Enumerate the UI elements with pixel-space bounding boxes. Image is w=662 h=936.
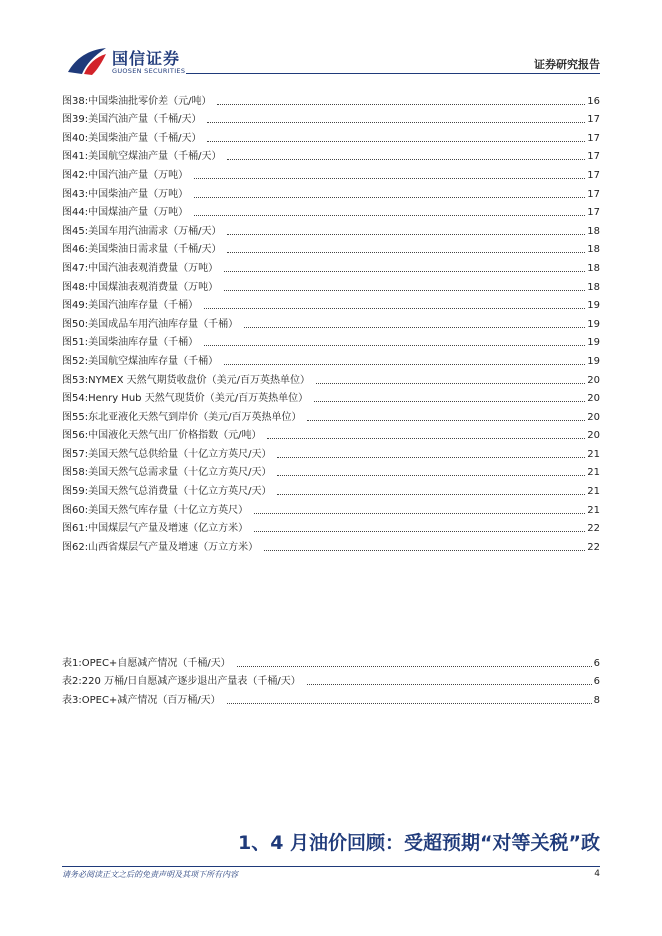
toc-leader-dots xyxy=(277,474,585,476)
toc-entry[interactable] xyxy=(62,479,600,498)
toc-leader-dots xyxy=(207,140,585,142)
toc-entry-label xyxy=(62,318,238,331)
toc-entry-number: 图51: xyxy=(62,337,89,349)
toc-entry-page: 21 xyxy=(587,448,600,460)
toc-leader-dots xyxy=(316,382,585,384)
toc-entry-title: 美国天然气总消费量（十亿立方英尺/天） xyxy=(88,486,272,498)
toc-leader-dots xyxy=(307,683,592,685)
toc-entry-title: 中国汽油表观消费量（万吨） xyxy=(88,262,219,274)
toc-entry-title: 中国汽油产量（万吨） xyxy=(88,169,189,181)
toc-entry[interactable] xyxy=(62,670,600,689)
toc-entry-page: 8 xyxy=(593,694,600,706)
toc-entry[interactable] xyxy=(62,517,600,536)
toc-entry-number: 图48: xyxy=(62,281,89,293)
toc-entry[interactable] xyxy=(62,535,600,554)
toc-leader-dots xyxy=(207,121,585,123)
toc-entry[interactable] xyxy=(62,89,600,108)
toc-entry-title: 中国煤油表观消费量（万吨） xyxy=(88,281,219,293)
toc-entry[interactable] xyxy=(62,349,600,368)
toc-entry-number: 图59: xyxy=(62,486,89,498)
toc-leader-dots xyxy=(267,437,585,439)
toc-entry-number: 图57: xyxy=(62,448,89,460)
toc-entry-label xyxy=(62,392,308,405)
toc-leader-dots xyxy=(217,103,585,105)
toc-entry[interactable] xyxy=(62,387,600,406)
toc-leader-dots xyxy=(227,702,592,704)
toc-entry-page: 18 xyxy=(587,262,600,274)
toc-entry-page: 6 xyxy=(593,676,600,688)
toc-entry-page: 19 xyxy=(587,300,600,312)
toc-entry-number: 表1: xyxy=(62,657,82,669)
toc-entry-page: 17 xyxy=(587,151,600,163)
toc-leader-dots xyxy=(314,400,585,402)
toc-entry-title: 中国液化天然气出厂价格指数（元/吨） xyxy=(88,430,262,442)
toc-entry-label xyxy=(62,466,271,479)
toc-entry-label xyxy=(62,694,221,707)
toc-entry-page: 21 xyxy=(587,467,600,479)
toc-entry-number: 图41: xyxy=(62,151,89,163)
toc-entry-number: 图52: xyxy=(62,355,89,367)
toc-leader-dots xyxy=(194,214,585,216)
toc-entry-page: 17 xyxy=(587,169,600,181)
toc-entry-number: 图46: xyxy=(62,244,89,256)
toc-entry[interactable] xyxy=(62,238,600,257)
toc-entry[interactable] xyxy=(62,331,600,350)
toc-entry-label xyxy=(62,657,231,670)
header-divider xyxy=(186,73,600,74)
toc-entry-label xyxy=(62,411,301,424)
toc-entry-page: 19 xyxy=(587,337,600,349)
toc-entry-page: 22 xyxy=(587,523,600,535)
toc-entry-title: 美国车用汽油需求（万桶/天） xyxy=(88,225,222,237)
toc-entry-title: 美国航空煤油产量（千桶/天） xyxy=(88,151,222,163)
toc-entry-number: 图40: xyxy=(62,132,89,144)
toc-entry-label xyxy=(62,299,198,312)
toc-entry-number: 图45: xyxy=(62,225,89,237)
toc-entry-page: 21 xyxy=(587,504,600,516)
toc-entry-title: OPEC+减产情况（百万桶/天） xyxy=(81,694,221,706)
toc-leader-dots xyxy=(307,419,585,421)
toc-entry-page: 21 xyxy=(587,486,600,498)
page-header xyxy=(0,0,662,80)
toc-entry-page: 18 xyxy=(587,281,600,293)
toc-entry[interactable] xyxy=(62,108,600,127)
toc-entry[interactable] xyxy=(62,201,600,220)
report-type-label: 证券研究报告 xyxy=(534,58,600,71)
toc-entry-page: 20 xyxy=(587,430,600,442)
toc-leader-dots xyxy=(204,344,585,346)
toc-entry-page: 18 xyxy=(587,244,600,256)
toc-entry[interactable] xyxy=(62,275,600,294)
toc-entry[interactable] xyxy=(62,424,600,443)
toc-leader-dots xyxy=(194,177,585,179)
toc-entry-number: 图55: xyxy=(62,411,89,423)
toc-entry-title: 东北亚液化天然气到岸价（美元/百万英热单位） xyxy=(88,411,302,423)
toc-entry-label xyxy=(62,262,218,275)
toc-entry-title: 美国柴油库存量（千桶） xyxy=(88,337,199,349)
toc-entry-page: 20 xyxy=(587,393,600,405)
toc-entry[interactable] xyxy=(62,498,600,517)
section-heading: 1、4 月油价回顾：受超预期“对等关税”政 xyxy=(237,832,600,854)
toc-entry-page: 17 xyxy=(587,132,600,144)
toc-entry-number: 图49: xyxy=(62,300,89,312)
toc-entry[interactable] xyxy=(62,312,600,331)
toc-entry[interactable] xyxy=(62,405,600,424)
toc-entry-title: OPEC+自愿减产情况（千桶/天） xyxy=(81,657,231,669)
toc-entry-label xyxy=(62,336,198,349)
toc-entry[interactable] xyxy=(62,294,600,313)
toc-leader-dots xyxy=(224,289,585,291)
guosen-logo-icon xyxy=(66,44,108,78)
toc-leader-dots xyxy=(277,493,585,495)
toc-entry-title: 中国煤油产量（万吨） xyxy=(88,207,189,219)
toc-entry-number: 图62: xyxy=(62,541,89,553)
toc-entry-title: 220 万桶/日自愿减产逐步退出产量表（千桶/天） xyxy=(81,676,301,688)
toc-entry[interactable] xyxy=(62,256,600,275)
toc-entry-number: 图60: xyxy=(62,504,89,516)
toc-entry-title: NYMEX 天然气期货收盘价（美元/百万英热单位） xyxy=(88,374,311,386)
toc-entry-number: 图47: xyxy=(62,262,89,274)
toc-entry-label xyxy=(62,281,218,294)
logo-text-cn: 国信证券 xyxy=(112,49,181,68)
toc-entry-label xyxy=(62,113,201,126)
guosen-logo xyxy=(66,44,186,78)
toc-leader-dots xyxy=(227,251,585,253)
toc-entry[interactable] xyxy=(62,442,600,461)
page-number: 4 xyxy=(594,869,600,879)
toc-entry[interactable] xyxy=(62,182,600,201)
toc-leader-dots xyxy=(227,233,585,235)
toc-entry[interactable] xyxy=(62,163,600,182)
toc-entry-number: 表3: xyxy=(62,694,82,706)
toc-entry-page: 18 xyxy=(587,225,600,237)
toc-leader-dots xyxy=(224,270,585,272)
toc-entry-title: 中国柴油批零价差（元/吨） xyxy=(88,95,212,107)
toc-entry[interactable] xyxy=(62,461,600,480)
toc-entry-page: 20 xyxy=(587,411,600,423)
toc-entry-number: 图50: xyxy=(62,318,89,330)
toc-entry-number: 图53: xyxy=(62,374,89,386)
toc-entry[interactable] xyxy=(62,368,600,387)
toc-entry[interactable] xyxy=(62,145,600,164)
toc-entry-title: 美国天然气总供给量（十亿立方英尺/天） xyxy=(88,448,272,460)
toc-entry-label xyxy=(62,485,271,498)
toc-entry-title: 美国天然气总需求量（十亿立方英尺/天） xyxy=(88,467,272,479)
toc-entry[interactable] xyxy=(62,126,600,145)
toc-leader-dots xyxy=(224,363,585,365)
toc-entry-title: 美国天然气库存量（十亿立方英尺） xyxy=(88,504,249,516)
toc-entry-title: 美国航空煤油库存量（千桶） xyxy=(88,355,219,367)
toc-entry-label xyxy=(62,206,188,219)
toc-leader-dots xyxy=(244,326,585,328)
toc-entry-title: 美国汽油产量（千桶/天） xyxy=(88,114,202,126)
toc-entry-label xyxy=(62,95,211,108)
toc-entry[interactable] xyxy=(62,651,600,670)
toc-entry-label xyxy=(62,374,310,387)
toc-entry-title: 山西省煤层气产量及增速（万立方米） xyxy=(88,541,259,553)
toc-entry-title: Henry Hub 天然气现货价（美元/百万英热单位） xyxy=(88,393,309,405)
toc-leader-dots xyxy=(227,158,585,160)
toc-entry-number: 图58: xyxy=(62,467,89,479)
toc-entry-label xyxy=(62,448,271,461)
toc-leader-dots xyxy=(254,512,585,514)
toc-entry-title: 中国煤层气产量及增速（亿立方米） xyxy=(88,523,249,535)
toc-entry-label xyxy=(62,150,221,163)
toc-entry-label xyxy=(62,132,201,145)
toc-entry-page: 17 xyxy=(587,188,600,200)
table-index-list xyxy=(62,651,600,707)
footer-divider xyxy=(62,866,600,867)
logo-text-en: GUOSEN SECURITIES xyxy=(112,67,186,75)
toc-entry[interactable] xyxy=(62,688,600,707)
toc-entry-label xyxy=(62,243,221,256)
toc-entry-title: 美国柴油产量（千桶/天） xyxy=(88,132,202,144)
toc-entry[interactable] xyxy=(62,219,600,238)
toc-leader-dots xyxy=(264,549,585,551)
toc-entry-label xyxy=(62,225,221,238)
toc-entry-label xyxy=(62,504,248,517)
toc-entry-number: 图42: xyxy=(62,169,89,181)
toc-entry-label xyxy=(62,169,188,182)
toc-entry-title: 美国成品车用汽油库存量（千桶） xyxy=(88,318,239,330)
toc-entry-label xyxy=(62,522,248,535)
toc-entry-page: 20 xyxy=(587,374,600,386)
toc-entry-page: 19 xyxy=(587,318,600,330)
figure-index-list xyxy=(62,89,600,554)
toc-entry-number: 图56: xyxy=(62,430,89,442)
toc-entry-number: 图54: xyxy=(62,393,89,405)
toc-entry-number: 表2: xyxy=(62,676,82,688)
toc-leader-dots xyxy=(237,665,592,667)
toc-entry-label xyxy=(62,188,188,201)
toc-entry-number: 图43: xyxy=(62,188,89,200)
toc-leader-dots xyxy=(277,456,585,458)
toc-entry-page: 19 xyxy=(587,355,600,367)
toc-entry-page: 17 xyxy=(587,114,600,126)
toc-entry-number: 图39: xyxy=(62,114,89,126)
toc-entry-label xyxy=(62,675,301,688)
toc-entry-page: 22 xyxy=(587,541,600,553)
toc-entry-page: 16 xyxy=(587,95,600,107)
toc-entry-label xyxy=(62,355,218,368)
toc-entry-title: 中国柴油产量（万吨） xyxy=(88,188,189,200)
toc-entry-number: 图38: xyxy=(62,95,89,107)
toc-leader-dots xyxy=(194,196,585,198)
footer-disclaimer: 请务必阅读正文之后的免责声明及其项下所有内容 xyxy=(62,870,238,879)
toc-entry-number: 图61: xyxy=(62,523,89,535)
toc-entry-title: 美国柴油日需求量（千桶/天） xyxy=(88,244,222,256)
toc-entry-number: 图44: xyxy=(62,207,89,219)
toc-entry-label xyxy=(62,541,258,554)
toc-leader-dots xyxy=(254,530,585,532)
toc-entry-page: 6 xyxy=(593,657,600,669)
toc-entry-label xyxy=(62,429,261,442)
toc-entry-title: 美国汽油库存量（千桶） xyxy=(88,300,199,312)
toc-entry-page: 17 xyxy=(587,207,600,219)
toc-leader-dots xyxy=(204,307,585,309)
